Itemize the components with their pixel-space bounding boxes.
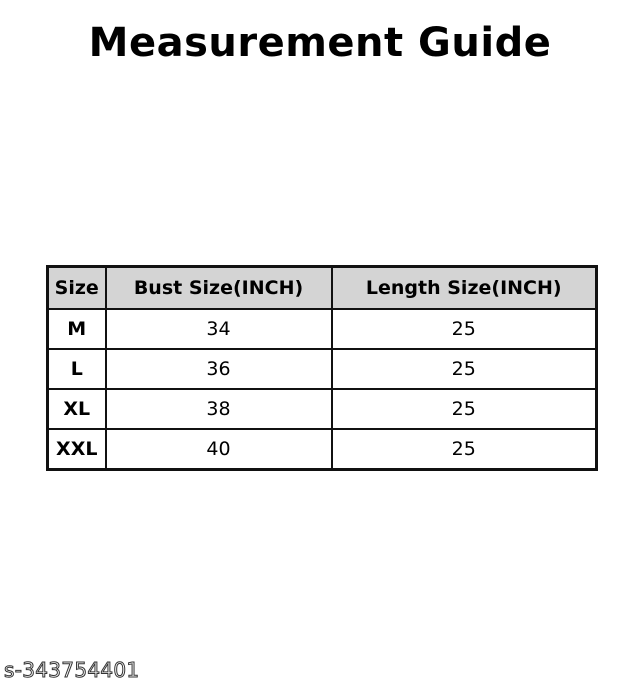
length-cell: 25 bbox=[332, 429, 597, 470]
bust-cell: 34 bbox=[106, 309, 332, 349]
header-bust-size: Bust Size(INCH) bbox=[106, 267, 332, 310]
bust-cell: 40 bbox=[106, 429, 332, 470]
table-row bbox=[48, 309, 597, 349]
size-cell: M bbox=[48, 309, 106, 349]
measurement-table bbox=[46, 265, 598, 471]
page-title: Measurement Guide bbox=[88, 20, 552, 66]
product-id-watermark: s-343754401 bbox=[4, 658, 140, 682]
length-cell: 25 bbox=[332, 309, 597, 349]
table-header-row bbox=[48, 267, 597, 310]
bust-cell: 38 bbox=[106, 389, 332, 429]
table-row bbox=[48, 389, 597, 429]
size-cell: L bbox=[48, 349, 106, 389]
bust-cell: 36 bbox=[106, 349, 332, 389]
table-row bbox=[48, 349, 597, 389]
header-length-size: Length Size(INCH) bbox=[332, 267, 597, 310]
table-row bbox=[48, 429, 597, 470]
length-cell: 25 bbox=[332, 349, 597, 389]
length-cell: 25 bbox=[332, 389, 597, 429]
header-size: Size bbox=[48, 267, 106, 310]
size-cell: XXL bbox=[48, 429, 106, 470]
size-cell: XL bbox=[48, 389, 106, 429]
